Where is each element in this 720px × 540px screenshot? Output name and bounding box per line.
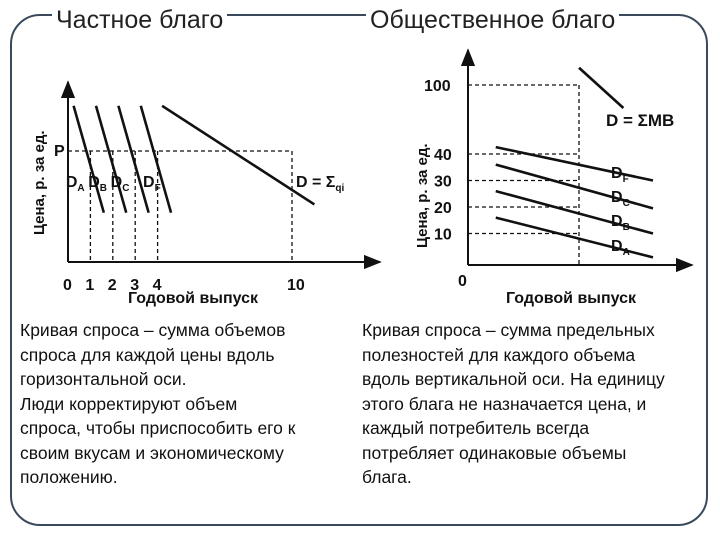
private-good-description (20, 318, 350, 490)
public-good-heading: Общественное благо (366, 6, 619, 35)
left-curve-D (162, 106, 314, 205)
right-description-line: потребляет одинаковые объемы (362, 442, 627, 463)
left-label-D_C: $D_C$ (110, 174, 130, 194)
left-y-label: Цена, р. за ед. (31, 130, 48, 235)
left-x-tick: 4 (152, 277, 162, 294)
right-label-D_F: $D_F$ (611, 165, 629, 185)
left-description-line: своим вкусам и экономическому (20, 442, 284, 463)
left-x-tick: 3 (130, 277, 140, 294)
left-description-line: спроса, чтобы приспособить его к (20, 418, 296, 438)
left-description-line: Люди корректируют объем (20, 393, 238, 414)
right-label-D_B: $D_B$ (611, 213, 630, 233)
right-y-tick: 30 (434, 173, 452, 191)
right-curve-D_F (496, 147, 653, 180)
right-y-tick: 40 (434, 147, 452, 164)
right-origin-tick: 0 (458, 273, 467, 290)
left-x-label: Годовой выпуск (128, 290, 259, 307)
left-label-D_A: $D_A$ (65, 174, 85, 194)
right-y-tick: 20 (434, 200, 452, 217)
right-description-line: каждый потребитель всегда (362, 418, 590, 438)
left-x-tick: 10 (287, 277, 305, 294)
right-description-line: блага. (362, 467, 412, 487)
right-y-label: Цена, р. за ед. (414, 143, 431, 248)
right-y-tick: 100 (424, 78, 451, 95)
left-x-tick: 1 (85, 277, 95, 294)
left-description-line: горизонтальной оси. (20, 369, 187, 389)
left-x-tick: 0 (63, 277, 72, 294)
private-good-heading: Частное благо (52, 6, 227, 35)
left-description-line: спроса для каждой цены вдоль (20, 344, 275, 365)
left-label-D: $D = \Sigma_{qi}$ (296, 174, 345, 194)
right-description-line: полезностей для каждого объема (362, 344, 636, 365)
right-description-line: этого блага не назначается цена, и (362, 393, 647, 414)
left-label-D_F: $D_F$ (143, 174, 161, 194)
public-good-chart (414, 50, 692, 307)
right-label-D_A: $D_A$ (611, 238, 630, 258)
private-good-chart (31, 82, 380, 307)
right-label-D: D = ΣMB (606, 111, 675, 130)
right-x-label: Годовой выпуск (506, 290, 637, 307)
left-description-line: положению. (20, 467, 118, 487)
right-description-line: вдоль вертикальной оси. На единицу (362, 369, 665, 389)
right-description-line: Кривая спроса – сумма предельных (362, 320, 655, 340)
left-label-D_B: $D_B$ (88, 174, 108, 194)
left-description-line: Кривая спроса – сумма объемов (20, 320, 286, 340)
right-label-D_C: $D_C$ (611, 189, 630, 209)
right-curve-D (579, 68, 623, 108)
left-x-tick: 2 (107, 277, 117, 294)
left-price-tick: P (54, 143, 65, 160)
right-y-tick: 10 (434, 226, 452, 244)
public-good-description (362, 318, 707, 490)
